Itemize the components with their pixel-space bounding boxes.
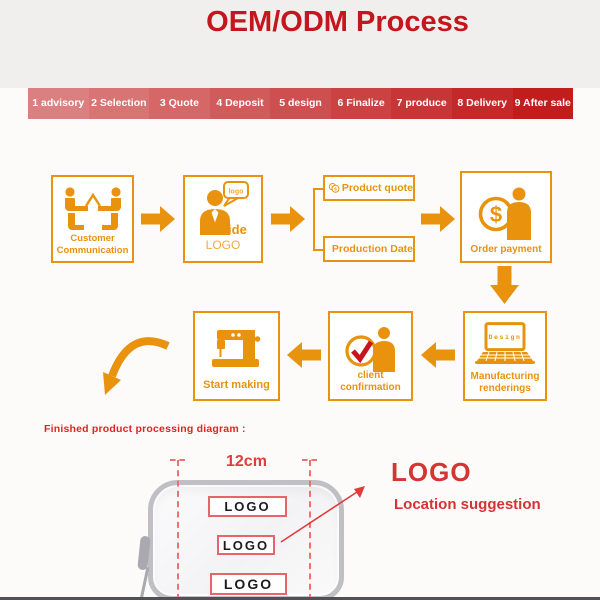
svg-text:$: $ bbox=[334, 186, 337, 192]
banner-step-4: 4 Deposit bbox=[210, 88, 271, 119]
svg-text:Design: Design bbox=[488, 334, 522, 341]
finished-product-note: Finished product processing diagram : bbox=[44, 423, 246, 435]
step-label: Manufacturing renderings bbox=[470, 371, 540, 394]
check-person-icon bbox=[342, 326, 400, 372]
arrow-left-icon bbox=[287, 342, 321, 368]
logo-callout-title: LOGO bbox=[391, 457, 472, 487]
step-order-payment bbox=[460, 171, 552, 263]
step-label: Order payment bbox=[470, 244, 542, 255]
dimension-tick-left bbox=[170, 459, 185, 461]
step-product-quote bbox=[323, 175, 415, 201]
curved-arrow-icon bbox=[88, 326, 180, 410]
banner-step-1: 1 advisory bbox=[28, 88, 89, 119]
arrow-right-icon bbox=[141, 206, 175, 232]
laptop-icon bbox=[475, 322, 535, 366]
logo-placement-box-bottom: LOGO bbox=[210, 573, 287, 595]
process-steps-banner bbox=[28, 88, 573, 119]
step-client-confirmation bbox=[328, 311, 413, 401]
svg-text:logo: logo bbox=[228, 188, 244, 196]
step-label: Start making bbox=[203, 378, 270, 391]
callout-arrow-icon bbox=[277, 482, 369, 546]
banner-step-6: 6 Finalize bbox=[331, 88, 392, 119]
arrow-right-icon bbox=[271, 206, 305, 232]
dimension-label: 12cm bbox=[226, 453, 267, 470]
banner-step-9: 9 After sale bbox=[513, 88, 574, 119]
arrow-down-icon bbox=[490, 266, 519, 304]
step-production-date bbox=[323, 236, 415, 262]
step-start-making bbox=[193, 311, 280, 401]
coin-person-icon bbox=[474, 186, 538, 240]
coins-icon bbox=[328, 178, 341, 198]
banner-step-5: 5 design bbox=[270, 88, 331, 119]
step-provide-logo bbox=[183, 175, 263, 263]
banner-step-7: 7 produce bbox=[391, 88, 452, 119]
step-manufacturing-renderings bbox=[463, 311, 547, 401]
header-band bbox=[0, 0, 600, 88]
step-label: Production Date bbox=[331, 243, 413, 255]
step-label: client confirmation bbox=[340, 370, 401, 393]
step-label: Customer Communication bbox=[56, 233, 129, 256]
logo-placement-box-top: LOGO bbox=[208, 496, 287, 517]
svg-text:$: $ bbox=[489, 202, 503, 227]
banner-step-3: 3 Quote bbox=[149, 88, 210, 119]
step-customer-communication bbox=[51, 175, 134, 263]
dimension-line-left bbox=[177, 460, 179, 600]
meeting-icon bbox=[62, 186, 124, 232]
arrow-right-icon bbox=[421, 206, 455, 232]
logo-placement-box-middle: LOGO bbox=[217, 535, 275, 555]
step-label: Product quote bbox=[341, 182, 413, 194]
banner-step-2: 2 Selection bbox=[89, 88, 150, 119]
banner-step-8: 8 Delivery bbox=[452, 88, 513, 119]
person-icon bbox=[329, 242, 330, 257]
sewing-machine-icon bbox=[210, 326, 264, 368]
page-title: OEM/ODM Process bbox=[206, 6, 469, 38]
logo-callout-subtitle: Location suggestion bbox=[394, 496, 541, 513]
arrow-left-icon bbox=[421, 342, 455, 368]
step-label: Provide LOGO bbox=[199, 221, 247, 253]
dimension-tick-right bbox=[302, 459, 317, 461]
